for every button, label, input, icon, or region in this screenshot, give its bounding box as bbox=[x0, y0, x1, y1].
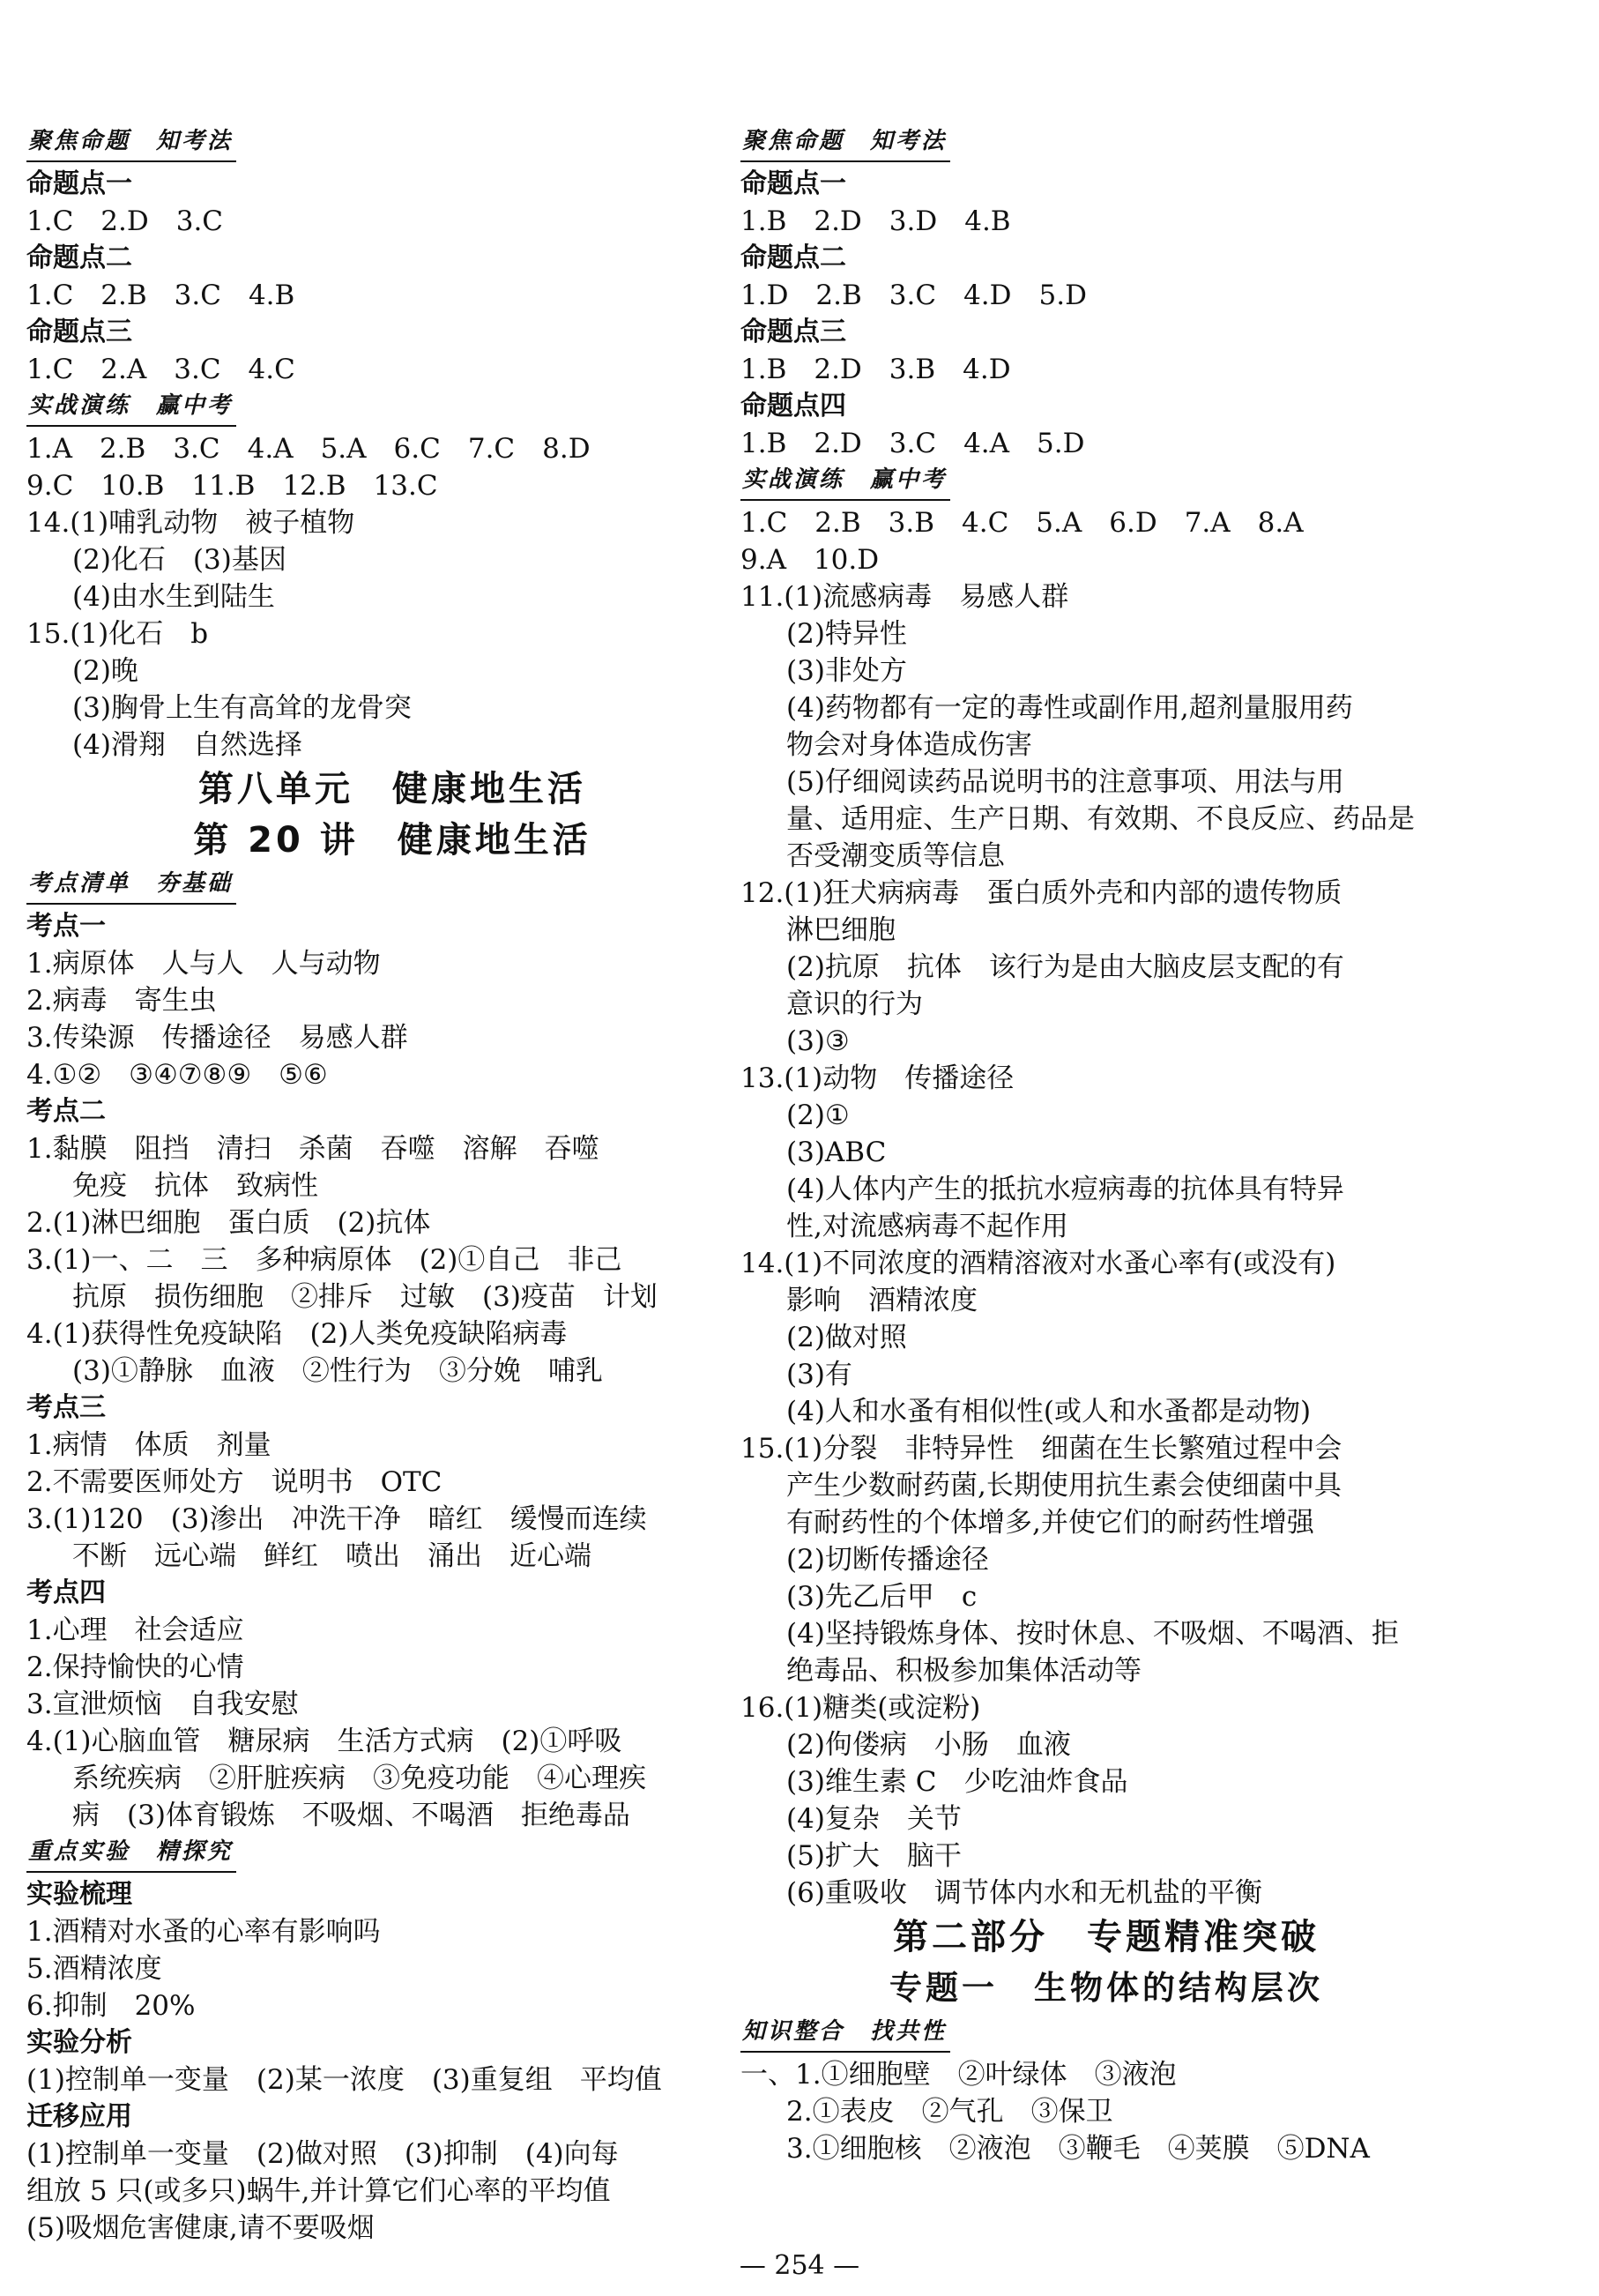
answer-line-continued: (4)滑翔 自然选择 bbox=[72, 729, 302, 761]
section-heading: 实战演练 赢中考 bbox=[26, 390, 236, 427]
answer-line-continued: 免疫 抗体 致病性 bbox=[72, 1170, 318, 1202]
answer-line-continued: 产生少数耐药菌,长期使用抗生素会使细菌中具 bbox=[786, 1470, 1342, 1502]
answer-line-continued: (2)佝偻病 小肠 血液 bbox=[786, 1729, 1071, 1761]
answer-line-continued: (3)胸骨上生有高耸的龙骨突 bbox=[72, 692, 412, 724]
section-heading: 聚焦命题 知考法 bbox=[26, 125, 236, 162]
section-heading-row bbox=[740, 2014, 1472, 2056]
answer-line: 1.C 2.D 3.C bbox=[26, 205, 224, 237]
answer-line: 14.(1)哺乳动物 被子植物 bbox=[26, 507, 355, 539]
section-heading-row bbox=[740, 123, 1472, 166]
sub-heading: 命题点二 bbox=[740, 242, 846, 273]
answer-line: 4.(1)获得性免疫缺陷 (2)人类免疫缺陷病毒 bbox=[26, 1318, 568, 1350]
answer-line-continued: 量、适用症、生产日期、有效期、不良反应、药品是 bbox=[786, 803, 1415, 835]
answer-line-continued: (4)复杂 关节 bbox=[786, 1803, 962, 1835]
answer-line-continued: (2)① bbox=[786, 1100, 850, 1131]
answer-line: 9.C 10.B 11.B 12.B 13.C bbox=[26, 470, 438, 502]
answer-line: 12.(1)狂犬病病毒 蛋白质外壳和内部的遗传物质 bbox=[740, 877, 1342, 909]
answer-line-continued: (3)③ bbox=[786, 1025, 850, 1057]
answer-line-continued: 病 (3)体育锻炼 不吸烟、不喝酒 拒绝毒品 bbox=[72, 1800, 630, 1831]
answer-line-continued: (5)扩大 脑干 bbox=[786, 1840, 962, 1872]
answer-line: 11.(1)流感病毒 易感人群 bbox=[740, 581, 1069, 613]
section-heading-row bbox=[740, 462, 1472, 504]
answer-line: 组放 5 只(或多只)蜗牛,并计算它们心率的平均值 bbox=[26, 2175, 611, 2207]
answer-line-continued: 否受潮变质等信息 bbox=[786, 840, 1005, 872]
answer-line-continued: 意识的行为 bbox=[786, 988, 923, 1020]
answer-line: 3.宣泄烦恼 自我安慰 bbox=[26, 1688, 299, 1720]
answer-line-continued: 2.①表皮 ②气孔 ③保卫 bbox=[786, 2096, 1113, 2128]
answer-line-continued: (2)化石 (3)基因 bbox=[72, 544, 286, 576]
sub-heading: 命题点一 bbox=[740, 168, 846, 199]
answer-line-continued: (2)晚 bbox=[72, 655, 138, 687]
answer-line: 1.C 2.B 3.B 4.C 5.A 6.D 7.A 8.A bbox=[740, 507, 1304, 539]
answer-line: 1.病原体 人与人 人与动物 bbox=[26, 948, 381, 980]
left-column bbox=[26, 123, 758, 2247]
answer-line-continued: (3)有 bbox=[786, 1359, 852, 1390]
section-heading: 知识整合 找共性 bbox=[740, 2016, 950, 2053]
answer-line: 1.心理 社会适应 bbox=[26, 1614, 244, 1646]
answer-line-continued: (2)特异性 bbox=[786, 618, 907, 650]
sub-heading: 命题点三 bbox=[26, 317, 132, 347]
answer-line-continued: (4)坚持锻炼身体、按时休息、不吸烟、不喝酒、拒 bbox=[786, 1618, 1399, 1650]
answer-line: 13.(1)动物 传播途径 bbox=[740, 1062, 1015, 1094]
sub-heading: 命题点四 bbox=[740, 391, 846, 421]
chapter-title: 第八单元 健康地生活 bbox=[198, 769, 586, 809]
answer-line-continued: 绝毒品、积极参加集体活动等 bbox=[786, 1655, 1142, 1687]
answer-line: 1.B 2.D 3.B 4.D bbox=[740, 354, 1011, 385]
answer-line-continued: (3)维生素 C 少吃油炸食品 bbox=[786, 1766, 1128, 1798]
answer-line: 4.①② ③④⑦⑧⑨ ⑤⑥ bbox=[26, 1059, 328, 1091]
answer-line-continued: (2)抗原 抗体 该行为是由大脑皮层支配的有 bbox=[786, 951, 1344, 983]
answer-line: (1)控制单一变量 (2)做对照 (3)抑制 (4)向每 bbox=[26, 2138, 619, 2170]
answer-line-continued: 系统疾病 ②肝脏疾病 ③免疫功能 ④心理疾 bbox=[72, 1763, 646, 1794]
answer-line: 1.D 2.B 3.C 4.D 5.D bbox=[740, 280, 1087, 311]
section-heading-row bbox=[26, 388, 758, 430]
chapter-title: 第二部分 专题精准突破 bbox=[893, 1917, 1320, 1957]
answer-line-continued: 淋巴细胞 bbox=[786, 914, 896, 946]
answer-line: 3.(1)一、二 三 多种病原体 (2)①自己 非己 bbox=[26, 1244, 622, 1276]
answer-line: 1.病情 体质 剂量 bbox=[26, 1429, 271, 1461]
answer-line-continued: (4)药物都有一定的毒性或副作用,超剂量服用药 bbox=[786, 692, 1353, 724]
sub-heading: 考点二 bbox=[26, 1096, 106, 1127]
answer-line-continued: (4)由水生到陆生 bbox=[72, 581, 275, 613]
answer-line-continued: 性,对流感病毒不起作用 bbox=[786, 1211, 1068, 1242]
page-number: — 254 — bbox=[739, 2250, 860, 2281]
answer-line: 1.A 2.B 3.C 4.A 5.A 6.C 7.C 8.D bbox=[26, 433, 591, 465]
answer-line: 9.A 10.D bbox=[740, 544, 880, 576]
answer-line: 15.(1)化石 b bbox=[26, 618, 209, 650]
answer-line: 2.保持愉快的心情 bbox=[26, 1651, 244, 1683]
answer-line: 4.(1)心脑血管 糖尿病 生活方式病 (2)①呼吸 bbox=[26, 1726, 622, 1757]
answer-line-continued: (5)仔细阅读药品说明书的注意事项、用法与用 bbox=[786, 766, 1344, 798]
answer-line: 3.(1)120 (3)渗出 冲洗干净 暗红 缓慢而连续 bbox=[26, 1503, 647, 1535]
section-heading: 重点实验 精探究 bbox=[26, 1836, 236, 1873]
answer-line-continued: 有耐药性的个体增多,并使它们的耐药性增强 bbox=[786, 1507, 1314, 1539]
answer-line: 16.(1)糖类(或淀粉) bbox=[740, 1692, 981, 1724]
answer-line-continued: (6)重吸收 调节体内水和无机盐的平衡 bbox=[786, 1877, 1262, 1909]
answer-line: 2.不需要医师处方 说明书 OTC bbox=[26, 1466, 443, 1498]
answer-line: 1.B 2.D 3.D 4.B bbox=[740, 205, 1011, 237]
answer-line: (5)吸烟危害健康,请不要吸烟 bbox=[26, 2212, 375, 2244]
answer-line: 1.C 2.B 3.C 4.B bbox=[26, 280, 295, 311]
answer-line: 2.(1)淋巴细胞 蛋白质 (2)抗体 bbox=[26, 1207, 431, 1239]
answer-line-continued: (4)人体内产生的抵抗水痘病毒的抗体具有特异 bbox=[786, 1174, 1344, 1205]
section-heading: 考点清单 夯基础 bbox=[26, 868, 236, 905]
sub-heading: 命题点一 bbox=[26, 168, 132, 199]
answer-line: 1.C 2.A 3.C 4.C bbox=[26, 354, 295, 385]
section-heading: 聚焦命题 知考法 bbox=[740, 125, 950, 162]
section-heading-row bbox=[26, 1834, 758, 1876]
answer-line-continued: (3)先乙后甲 c bbox=[786, 1581, 978, 1613]
answer-line: 1.B 2.D 3.C 4.A 5.D bbox=[740, 428, 1085, 459]
sub-heading: 考点三 bbox=[26, 1392, 106, 1423]
answer-line: 2.病毒 寄生虫 bbox=[26, 985, 217, 1017]
answer-line: 14.(1)不同浓度的酒精溶液对水蚤心率有(或没有) bbox=[740, 1248, 1336, 1279]
sub-heading: 实验分析 bbox=[26, 2027, 132, 2058]
chapter-title: 专题一 生物体的结构层次 bbox=[889, 1969, 1323, 2007]
answer-line: 3.传染源 传播途径 易感人群 bbox=[26, 1022, 408, 1054]
sub-heading: 考点四 bbox=[26, 1577, 106, 1608]
answer-line: 1.酒精对水蚤的心率有影响吗 bbox=[26, 1916, 381, 1948]
answer-line-continued: (3)非处方 bbox=[786, 655, 907, 687]
chapter-title: 第 20 讲 健康地生活 bbox=[193, 820, 591, 861]
sub-heading: 命题点二 bbox=[26, 242, 132, 273]
section-heading-row bbox=[26, 866, 758, 908]
section-heading-row bbox=[26, 123, 758, 166]
answer-line: 15.(1)分裂 非特异性 细菌在生长繁殖过程中会 bbox=[740, 1433, 1342, 1465]
sub-heading: 命题点三 bbox=[740, 317, 846, 347]
answer-line-continued: (4)人和水蚤有相似性(或人和水蚤都是动物) bbox=[786, 1396, 1312, 1428]
answer-line-continued: 3.①细胞核 ②液泡 ③鞭毛 ④荚膜 ⑤DNA bbox=[786, 2133, 1370, 2165]
answer-line-continued: (3)ABC bbox=[786, 1137, 887, 1168]
answer-line-continued: 抗原 损伤细胞 ②排斥 过敏 (3)疫苗 计划 bbox=[72, 1281, 658, 1313]
answer-line-continued: 不断 远心端 鲜红 喷出 涌出 近心端 bbox=[72, 1540, 591, 1572]
answer-line-continued: (3)①静脉 血液 ②性行为 ③分娩 哺乳 bbox=[72, 1355, 603, 1387]
section-heading: 实战演练 赢中考 bbox=[740, 464, 950, 501]
answer-line: 1.黏膜 阻挡 清扫 杀菌 吞噬 溶解 吞噬 bbox=[26, 1133, 599, 1165]
answer-line-continued: 物会对身体造成伤害 bbox=[786, 729, 1032, 761]
answer-line: 6.抑制 20% bbox=[26, 1990, 196, 2022]
right-column bbox=[740, 123, 1472, 2167]
answer-line-continued: (2)做对照 bbox=[786, 1322, 907, 1353]
sub-heading: 迁移应用 bbox=[26, 2101, 132, 2132]
answer-line-continued: 影响 酒精浓度 bbox=[786, 1285, 978, 1316]
answer-line: (1)控制单一变量 (2)某一浓度 (3)重复组 平均值 bbox=[26, 2064, 662, 2096]
answer-line: 一、1.①细胞壁 ②叶绿体 ③液泡 bbox=[740, 2059, 1177, 2091]
sub-heading: 实验梳理 bbox=[26, 1879, 132, 1910]
sub-heading: 考点一 bbox=[26, 911, 106, 942]
answer-line: 5.酒精浓度 bbox=[26, 1953, 162, 1985]
answer-line-continued: (2)切断传播途径 bbox=[786, 1544, 989, 1576]
